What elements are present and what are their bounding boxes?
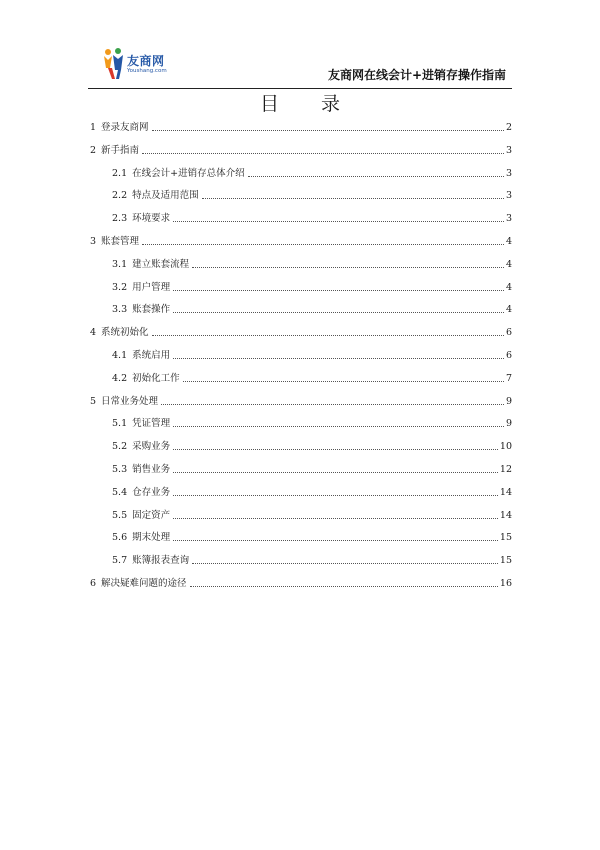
toc-entry-number: 5.7 (112, 555, 128, 567)
toc-dot-leader (248, 176, 504, 177)
youshang-logo (102, 46, 192, 80)
toc-entry-number: 1 (90, 122, 97, 133)
toc-dot-leader (190, 586, 498, 587)
toc-entry[interactable] (90, 323, 512, 339)
toc-entry-label: 仓存业务 (132, 486, 171, 498)
toc-dot-leader (173, 221, 504, 222)
toc-entry[interactable] (112, 483, 512, 499)
toc-entry[interactable] (90, 118, 512, 134)
toc-entry[interactable] (112, 437, 512, 453)
toc-entry-page: 3 (505, 167, 512, 179)
toc-entry-number: 2.2 (112, 190, 128, 202)
toc-entry-number: 2.1 (112, 167, 128, 179)
toc-dot-leader (173, 426, 504, 427)
toc-entry[interactable] (112, 209, 512, 225)
toc-entry-page: 4 (505, 304, 512, 316)
logo-figures-icon (102, 46, 128, 80)
toc-entry-label: 系统初始化 (101, 327, 149, 339)
toc-entry[interactable] (112, 460, 512, 476)
toc-entry-page: 15 (499, 555, 512, 567)
toc-entry-number: 5.2 (112, 441, 128, 453)
toc-dot-leader (152, 335, 504, 336)
toc-entry-number: 6 (90, 578, 97, 589)
toc-dot-leader (142, 153, 504, 154)
toc-entry-page: 9 (505, 418, 512, 430)
toc-entry[interactable] (112, 164, 512, 180)
toc-entry-label: 固定资产 (132, 509, 171, 521)
toc-entry-label: 账套操作 (132, 304, 171, 316)
toc-dot-leader (173, 358, 504, 359)
toc-entry-number: 4 (90, 327, 97, 339)
toc-dot-leader (142, 244, 504, 245)
toc-entry-label: 建立账套流程 (132, 258, 190, 270)
toc-entry-number: 5.5 (112, 509, 128, 521)
toc-entry-label: 特点及适用范围 (132, 190, 199, 202)
toc-entry[interactable] (112, 300, 512, 316)
toc-dot-leader (161, 404, 504, 405)
document-title: 友商网在线会计+进销存操作指南 (327, 68, 506, 82)
page-header (88, 40, 512, 89)
toc-entry-page: 9 (505, 395, 512, 407)
toc-entry[interactable] (90, 392, 512, 408)
toc-entry-page: 14 (499, 486, 512, 498)
toc-dot-leader (173, 495, 498, 496)
toc-entry-page: 12 (499, 464, 512, 475)
toc-dot-leader (173, 472, 498, 473)
toc-dot-leader (192, 563, 498, 564)
toc-entry-label: 新手指南 (101, 144, 140, 156)
toc-entry-page: 14 (499, 509, 512, 521)
toc-entry[interactable] (112, 551, 512, 567)
toc-entry[interactable] (112, 186, 512, 202)
toc-entry-page: 4 (505, 281, 512, 293)
toc-entry[interactable] (112, 346, 512, 362)
toc-entry-number: 5 (90, 395, 97, 407)
toc-entry-label: 账簿报表查询 (132, 555, 190, 567)
toc-entry-label: 在线会计+进销存总体介绍 (132, 167, 245, 179)
toc-entry-number: 5.4 (112, 486, 128, 498)
toc-entry-number: 3.1 (112, 258, 128, 270)
toc-entry-label: 环境要求 (132, 213, 171, 225)
toc-dot-leader (173, 540, 498, 541)
toc-entry-page: 7 (505, 372, 512, 384)
toc-entry[interactable] (90, 141, 512, 157)
toc-entry-label: 账套管理 (101, 236, 140, 247)
toc-entry-page: 2 (505, 122, 512, 133)
toc-entry-label: 凭证管理 (132, 418, 171, 430)
toc-entry-page: 6 (505, 327, 512, 339)
toc-entry[interactable] (112, 369, 512, 385)
toc-entry-page: 4 (505, 236, 512, 247)
toc-entry-label: 日常业务处理 (101, 395, 159, 407)
toc-dot-leader (192, 267, 504, 268)
logo-name: 友商网 (127, 54, 165, 68)
toc-entry[interactable] (90, 232, 512, 248)
toc-entry-label: 系统启用 (132, 350, 171, 361)
toc-entry-label: 销售业务 (132, 464, 171, 475)
toc-entry-number: 2.3 (112, 213, 128, 225)
logo-domain: Youshang.com (127, 68, 167, 74)
toc-entry[interactable] (112, 255, 512, 271)
toc-entry-number: 3.2 (112, 281, 128, 293)
toc-dot-leader (173, 312, 504, 313)
toc-heading: 目 录 (259, 93, 359, 115)
toc-entry-page: 4 (505, 258, 512, 270)
toc-entry-label: 期末处理 (132, 532, 171, 544)
toc-entry[interactable] (112, 278, 512, 294)
toc-entry-page: 16 (499, 578, 512, 589)
toc-entry-number: 3.3 (112, 304, 128, 316)
toc-entry-page: 6 (505, 350, 512, 361)
toc-entry-number: 5.3 (112, 464, 128, 475)
toc-entry-number: 4.2 (112, 372, 128, 384)
toc-entry-page: 3 (505, 213, 512, 225)
toc-dot-leader (183, 381, 504, 382)
toc-entry-page: 3 (505, 190, 512, 202)
toc-entry[interactable] (112, 528, 512, 544)
toc-entry-number: 4.1 (112, 350, 128, 361)
toc-entry-label: 登录友商网 (101, 122, 149, 133)
toc-entry[interactable] (90, 574, 512, 590)
toc-dot-leader (173, 290, 504, 291)
toc-entry-page: 10 (499, 441, 512, 453)
toc-entry[interactable] (112, 506, 512, 522)
toc-entry-number: 5.1 (112, 418, 128, 430)
toc-entry[interactable] (112, 414, 512, 430)
toc-entry-label: 解决疑难问题的途径 (101, 578, 187, 589)
toc-dot-leader (173, 449, 498, 450)
toc-entry-number: 5.6 (112, 532, 128, 544)
toc-dot-leader (202, 198, 504, 199)
toc-dot-leader (173, 518, 498, 519)
toc-entry-number: 2 (90, 144, 97, 156)
toc-entry-number: 3 (90, 236, 97, 247)
toc-entry-label: 用户管理 (132, 281, 171, 293)
toc-entry-page: 15 (499, 532, 512, 544)
toc-entry-page: 3 (505, 144, 512, 156)
toc-entry-label: 初始化工作 (132, 372, 180, 384)
toc-dot-leader (152, 130, 504, 131)
toc-entry-label: 采购业务 (132, 441, 171, 453)
